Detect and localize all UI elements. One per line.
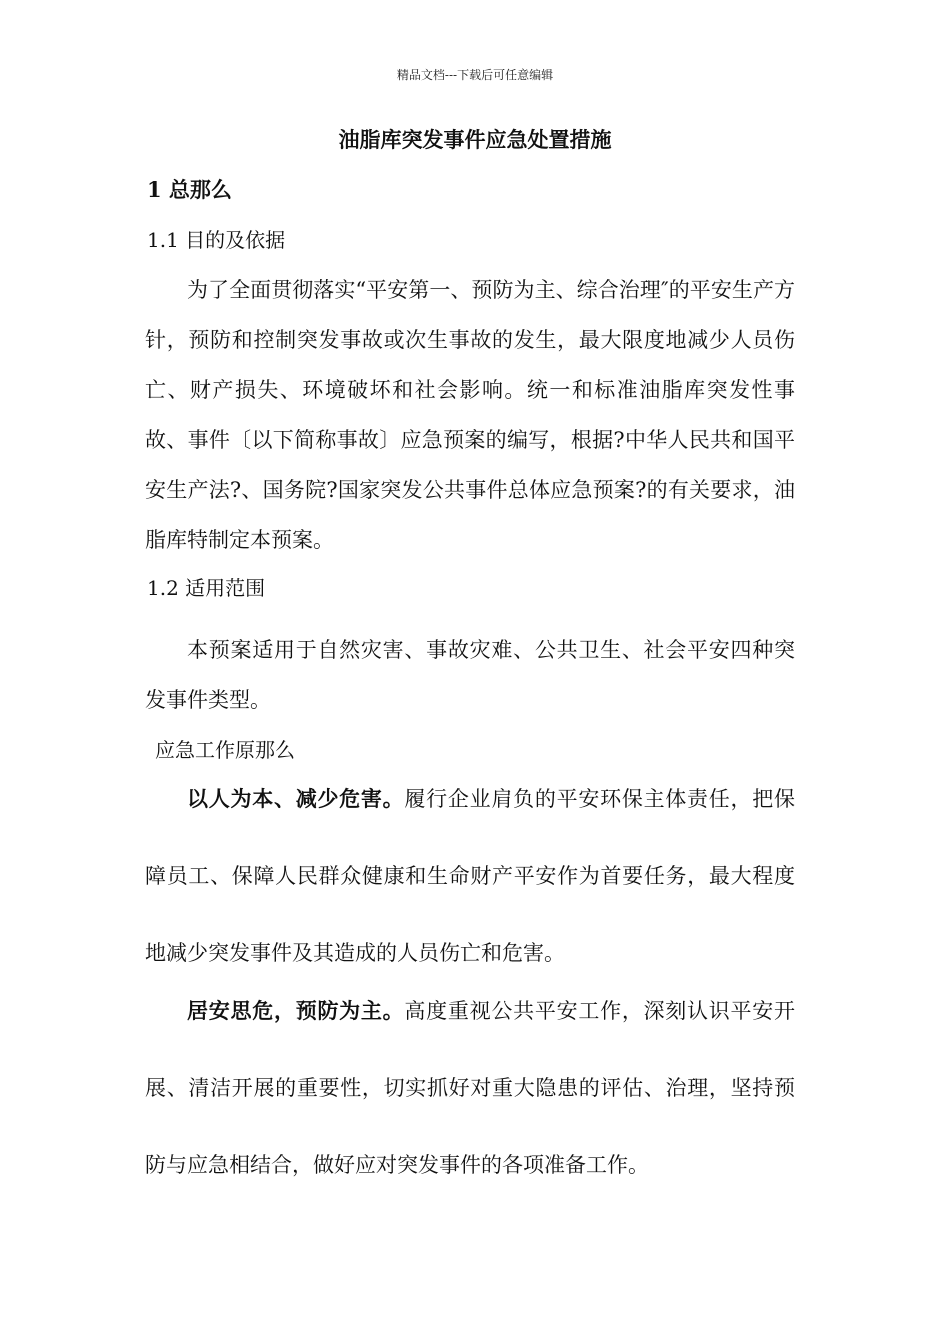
document-title: 油脂库突发事件应急处置措施 [338, 127, 612, 152]
section-1-1-heading: 1.1 目的及依据 [147, 228, 286, 252]
principle-1-lead: 以人为本、减少危害。 [187, 786, 405, 811]
section-1-heading: 1 总那么 [147, 177, 232, 202]
section-1-1-body: 为了全面贯彻落实“平安第一、预防为主、综合治理″的平安生产方针，预防和控制突发事故或次生事故的发生，最大限度地减少人员伤亡、财产损失、环境破坏和社会影响。统一和标准油脂库突发性事故、事件〔以下简称事故〕应急预案的编写，根据?中华人民共和国平安生产法?、国务院?国家突发公共事件总体应急预案?的有关要求，油脂库特制定本预案。 [145, 278, 795, 552]
page-header: 精品文档---下载后可任意编辑 [396, 68, 554, 82]
section-1-2-heading: 1.2 适用范围 [147, 576, 266, 600]
principle-2-paragraph [145, 972, 795, 1204]
principle-1-body: 履行企业肩负的平安环保主体责任，把保障员工、保障人民群众健康和生命财产平安作为首要任务，最大程度地减少突发事件及其造成的人员伤亡和危害。 [145, 787, 796, 965]
principle-2-body: 高度重视公共平安工作，深刻认识平安开展、清洁开展的重要性，切实抓好对重大隐患的评估、治理，坚持预防与应急相结合，做好应对突发事件的各项准备工作。 [145, 999, 796, 1177]
principle-2-lead: 居安思危，预防为主。 [187, 998, 405, 1023]
section-1-3-heading: 应急工作原那么 [155, 738, 295, 762]
principle-1-paragraph [145, 760, 795, 992]
section-1-2-body: 本预案适用于自然灾害、事故灾难、公共卫生、社会平安四种突发事件类型。 [145, 638, 795, 712]
